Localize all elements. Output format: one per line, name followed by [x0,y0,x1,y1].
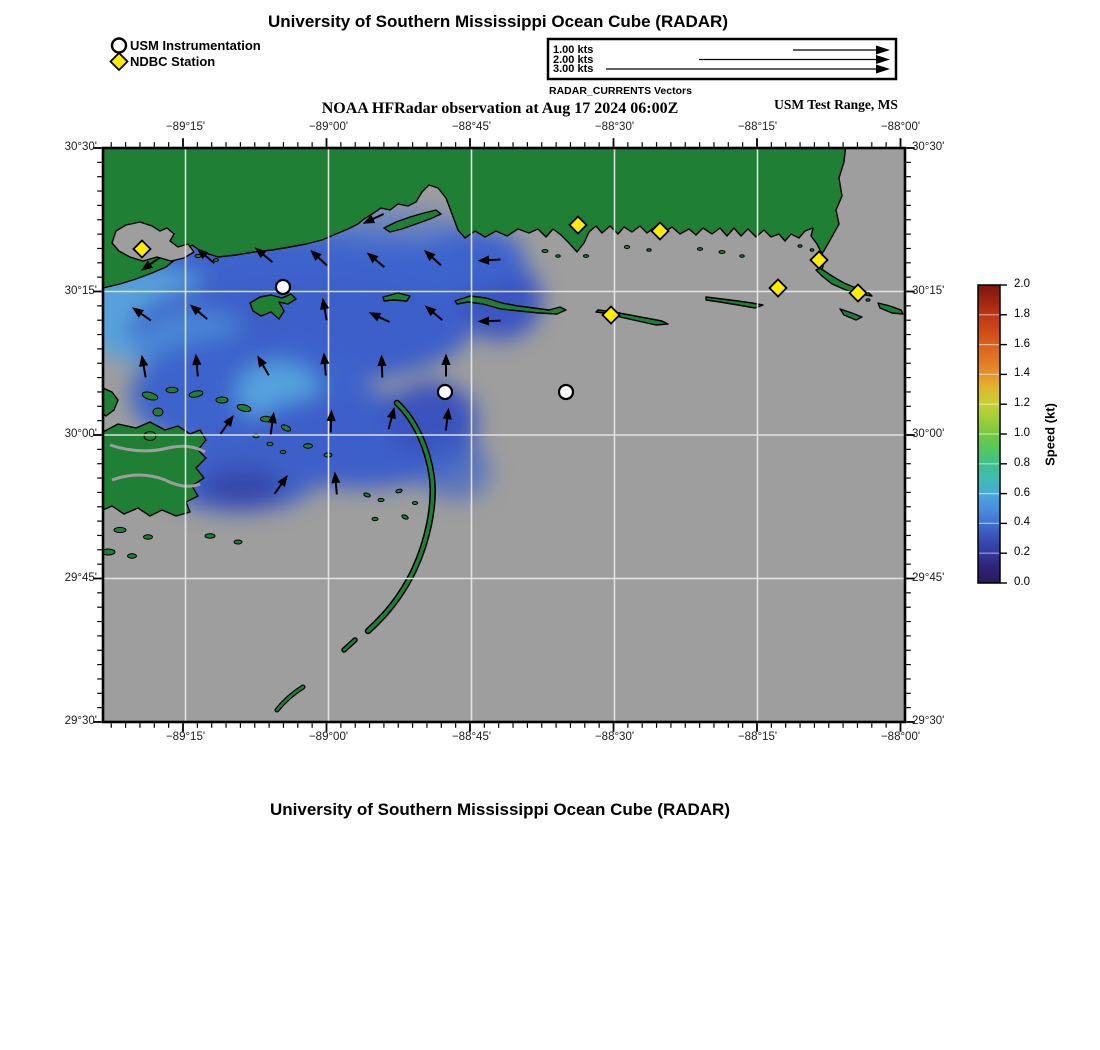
x-axis-label-top: −88°45' [451,121,492,133]
colorbar-tick-label: 1.6 [1014,337,1030,350]
vector-scale-box [548,39,896,79]
legend-ndbc-label: NDBC Station [130,54,216,69]
y-axis-label-left: 30°15' [64,284,97,297]
x-axis-label-bottom: −89°15' [165,731,206,743]
x-axis-label-bottom: −88°00' [880,731,921,743]
page-title-bottom: University of Southern Mississippi Ocean Cube (RADAR) [269,800,730,819]
usm-instrumentation-marker [559,385,573,399]
y-axis-label-right: 30°00' [912,428,945,440]
x-axis-label-bottom: −88°45' [451,731,492,743]
colorbar-tick-label: 0.4 [1014,516,1030,529]
vector-scale-caption: RADAR_CURRENTS Vectors [549,85,692,97]
y-axis-label-left: 29°30' [64,715,97,727]
colorbar-tick-label: 2.0 [1014,278,1030,290]
vector-scale-1kt-label: 1.00 kts [553,44,594,56]
colorbar-tick-label: 0.6 [1014,486,1030,499]
colorbar-tick-label: 0.8 [1014,456,1030,469]
page-title-top: University of Southern Mississippi Ocean Cube (RADAR) [267,12,728,31]
x-axis-label-top: −88°00' [880,121,921,133]
y-axis-label-right: 29°45' [912,571,945,584]
x-axis-label-bottom: −89°00' [308,731,349,743]
colorbar-tick-label: 1.8 [1014,307,1030,320]
x-axis-label-top: −88°30' [594,121,635,133]
range-label: USM Test Range, MS [774,97,898,112]
map-subtitle: NOAA HFRadar observation at Aug 17 2024 06:00Z [321,100,679,117]
colorbar-tick-label: 0.0 [1014,576,1030,588]
usm-instrumentation-marker [276,280,290,294]
colorbar-tick-label: 1.0 [1014,427,1030,439]
y-axis-label-right: 29°30' [912,715,945,727]
x-axis-label-bottom: −88°30' [594,731,635,743]
vector-scale-2kt-label: 2.00 kts [553,53,594,66]
x-axis-label-bottom: −88°15' [737,731,778,743]
y-axis-label-left: 30°30' [64,141,97,153]
x-axis-label-top: −88°15' [737,121,778,133]
legend-usm-label: USM Instrumentation [130,38,261,53]
ndbc-diamond-icon [111,53,128,70]
map-area [75,138,915,732]
colorbar-title: Speed (kt) [1042,403,1058,466]
vector-scale-3kt-label: 3.00 kts [553,63,594,75]
usm-instrumentation-marker [438,385,452,399]
y-axis-label-right: 30°30' [912,141,945,153]
legend-markers [111,39,128,70]
x-axis-label-top: −89°15' [165,121,206,133]
colorbar [978,285,1007,583]
y-axis-label-left: 29°45' [64,571,97,584]
y-axis-label-left: 30°00' [64,428,97,440]
usm-circle-icon [112,39,126,53]
colorbar-tick-label: 0.2 [1014,546,1030,559]
colorbar-tick-label: 1.4 [1014,367,1030,380]
y-axis-label-right: 30°15' [912,284,945,297]
x-axis-label-top: −89°00' [308,121,349,133]
colorbar-tick-label: 1.2 [1014,397,1030,410]
